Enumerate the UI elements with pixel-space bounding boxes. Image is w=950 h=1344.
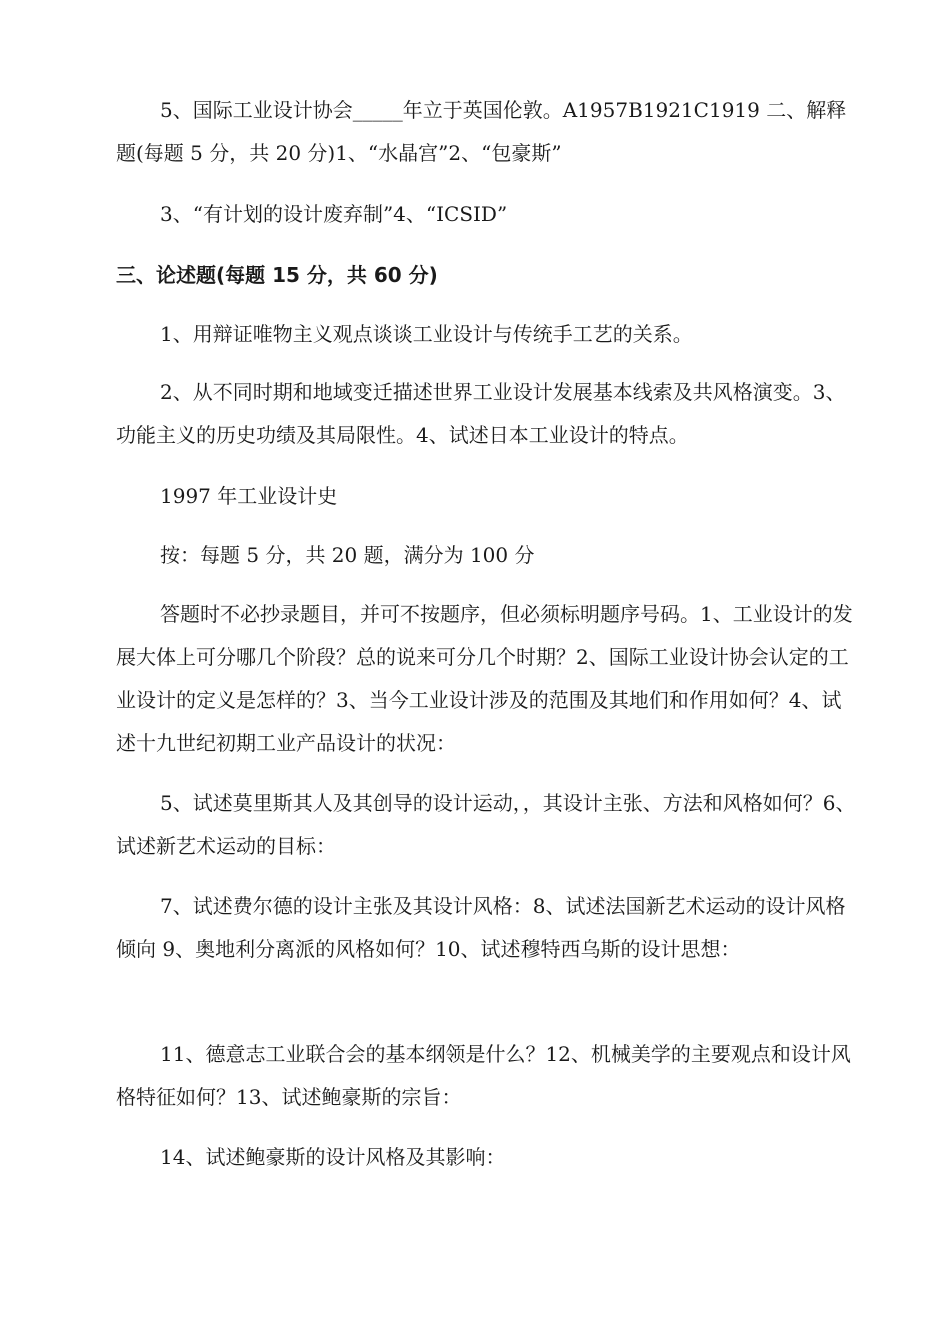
paragraph-instructions-questions-1-4: 答题时不必抄录题目，并可不按题序，但必须标明题序号码。1、工业设计的发展大体上可分哪几个阶段？总的说来可分几个时期？2、国际工业设计协会认定的工业设计的定义是怎样的？3、当今工业设计涉及的范围及其地们和作用如何？4、试述十九世纪初期工业产品设计的状况： xyxy=(116,602,853,755)
paragraph-question-14: 14、试述鲍豪斯的设计风格及其影响： xyxy=(160,1145,506,1169)
paragraph-exam-title-1997: 1997 年工业设计史 xyxy=(160,484,338,508)
paragraph-questions-5-6: 5、试述莫里斯其人及其创导的设计运动，，其设计主张、方法和风格如何？6、试述新艺术运动的目标： xyxy=(116,791,856,858)
paragraph-questions-11-13: 11、德意志工业联合会的基本纲领是什么？12、机械美学的主要观点和设计风格特征如何？13、试述鲍豪斯的宗旨： xyxy=(116,1042,851,1109)
section-heading-essay: 三、论述题(每题 15 分，共 60 分) xyxy=(116,263,438,287)
paragraph-scoring-note: 按：每题 5 分，共 20 题，满分为 100 分 xyxy=(160,543,535,567)
paragraph-questions-7-10: 7、试述费尔德的设计主张及其设计风格：8、试述法国新艺术运动的设计风格倾向 9、奥地利分离派的风格如何？10、试述穆特西乌斯的设计思想： xyxy=(116,894,846,961)
paragraph-explain-items: 3、“有计划的设计废弃制”4、“ICSID” xyxy=(160,202,508,226)
paragraph-essay-2-4: 2、从不同时期和地域变迁描述世界工业设计发展基本线索及共风格演变。3、功能主义的历史功绩及其局限性。4、试述日本工业设计的特点。 xyxy=(116,380,846,447)
paragraph-essay-1: 1、用辩证唯物主义观点谈谈工业设计与传统手工艺的关系。 xyxy=(160,322,693,346)
paragraph-question-5-and-section-2: 5、国际工业设计协会_____年立于英国伦敦。A1957B1921C1919 二、解释题(每题 5 分，共 20 分)1、“水晶宫”2、“包豪斯” xyxy=(116,98,847,165)
